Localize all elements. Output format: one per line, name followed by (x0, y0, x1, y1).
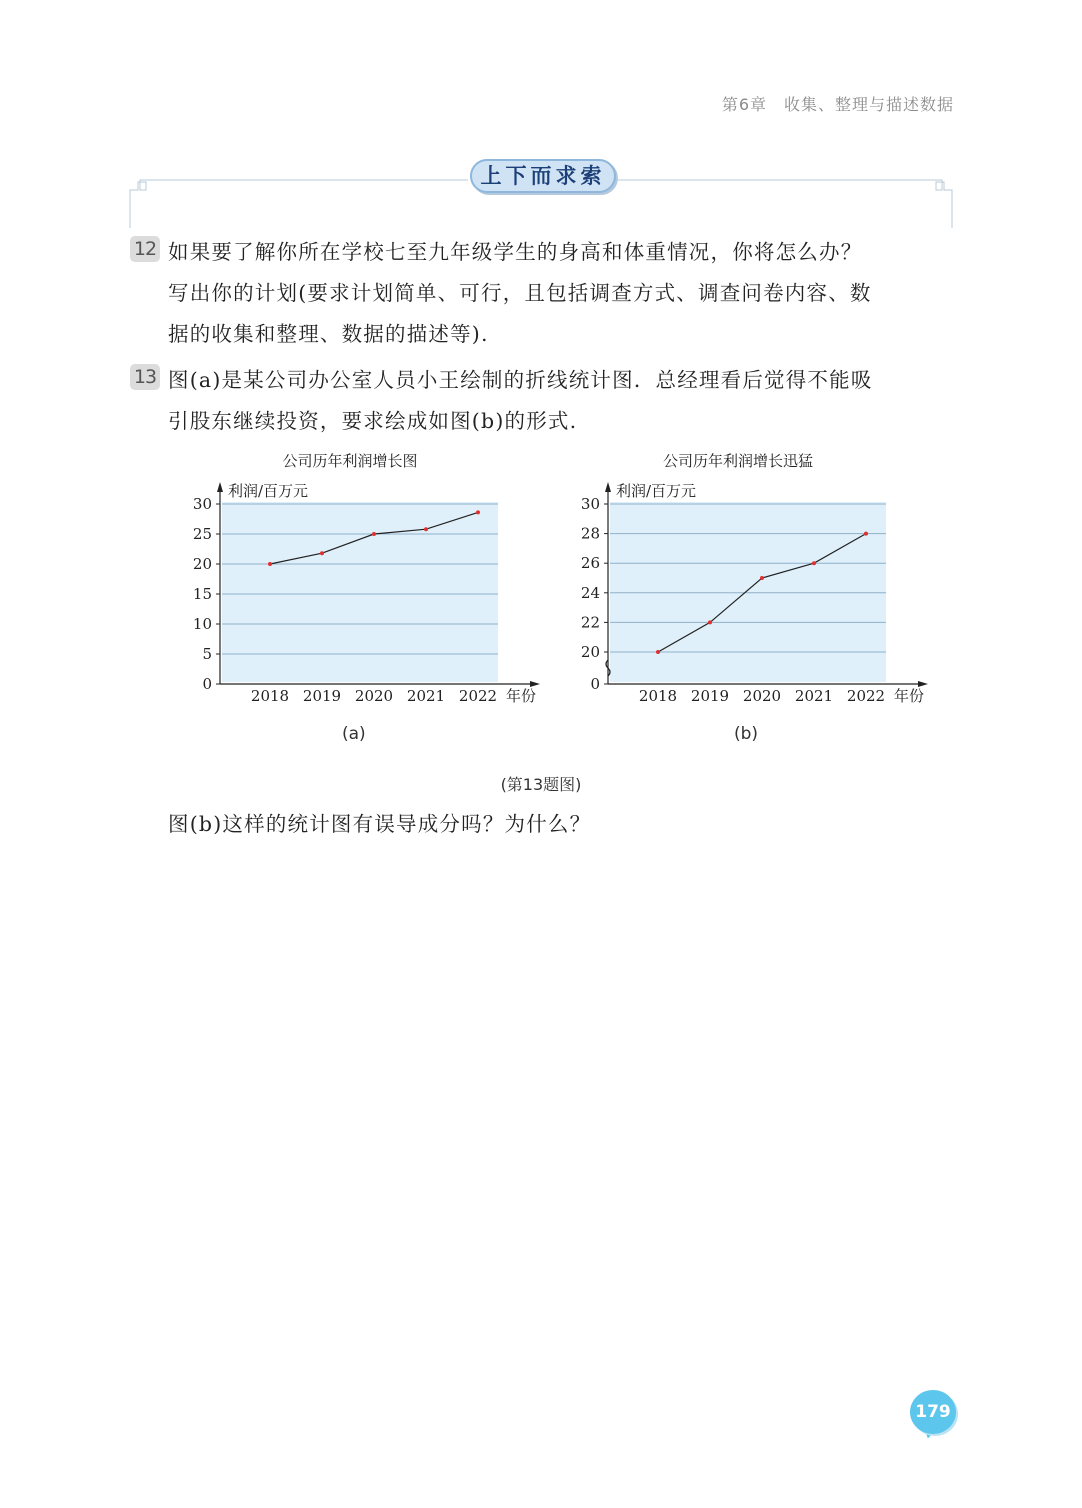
chart-a-caption: (a) (342, 724, 366, 744)
y-axis-arrow (605, 482, 611, 492)
x-tick-label: 2022 (458, 687, 498, 705)
plot-background (610, 502, 886, 682)
data-point (656, 650, 660, 654)
problem-text-line: 写出你的计划(要求计划简单、可行，且包括调查方式、调查问卷内容、数 (168, 281, 872, 305)
x-axis-label: 年份 (894, 687, 925, 705)
x-tick-label: 2018 (250, 687, 290, 705)
data-point (320, 551, 324, 555)
data-point (268, 562, 272, 566)
x-tick-label: 2020 (742, 687, 782, 705)
y-tick-label: 0 (590, 675, 600, 693)
x-tick-label: 2019 (690, 687, 730, 705)
y-axis-label: 利润/百万元 (228, 482, 309, 500)
x-tick-label: 2021 (406, 687, 446, 705)
y-tick-label: 30 (580, 495, 600, 513)
problem-text-line: 据的收集和整理、数据的描述等). (168, 322, 489, 346)
y-axis-label: 利润/百万元 (616, 482, 697, 500)
chapter-header: 第6章 收集、整理与描述数据 (721, 95, 954, 114)
section-title: 上下而求索 (470, 159, 616, 193)
y-tick-label: 25 (192, 525, 212, 543)
line-chart-b (568, 446, 948, 716)
data-point (708, 620, 712, 624)
page-number: 179 (910, 1390, 956, 1434)
chart-title: 公司历年利润增长图 (282, 452, 418, 470)
y-axis-arrow (217, 482, 223, 492)
question-text: 图(b)这样的统计图有误导成分吗？为什么？ (168, 812, 592, 836)
y-tick-label: 10 (192, 615, 212, 633)
line-chart-a (180, 446, 560, 716)
x-tick-label: 2021 (794, 687, 834, 705)
y-tick-label: 26 (580, 554, 600, 573)
data-point (424, 527, 428, 531)
problem-number-badge: 12 (130, 236, 160, 262)
x-tick-label: 2019 (302, 687, 342, 705)
x-tick-label: 2020 (354, 687, 394, 705)
chart-title: 公司历年利润增长迅猛 (662, 452, 814, 470)
problem-number-badge: 13 (130, 364, 160, 390)
problem-text-line: 引股东继续投资，要求绘成如图(b)的形式. (168, 409, 578, 433)
plot-background (222, 502, 498, 682)
y-tick-label: 20 (192, 555, 212, 573)
data-point (760, 576, 764, 580)
problem-text-line: 如果要了解你所在学校七至九年级学生的身高和体重情况，你将怎么办？ (168, 240, 863, 264)
y-tick-label: 24 (580, 583, 600, 602)
data-point (372, 532, 376, 536)
figure-caption: (第13题图) (500, 775, 582, 794)
x-axis-label: 年份 (506, 687, 537, 705)
data-point (812, 561, 816, 565)
y-tick-label: 22 (580, 613, 600, 632)
chart-b-caption: (b) (734, 724, 759, 744)
y-tick-label: 30 (192, 495, 212, 513)
y-tick-label: 15 (192, 585, 212, 603)
y-tick-label: 0 (202, 675, 212, 693)
y-tick-label: 20 (580, 643, 600, 661)
data-point (476, 510, 480, 514)
x-tick-label: 2022 (846, 687, 886, 705)
x-tick-label: 2018 (638, 687, 678, 705)
data-point (864, 532, 868, 536)
y-tick-label: 28 (580, 524, 600, 543)
problem-text-line: 图(a)是某公司办公室人员小王绘制的折线统计图．总经理看后觉得不能吸 (168, 368, 873, 392)
y-tick-label: 5 (202, 645, 212, 663)
